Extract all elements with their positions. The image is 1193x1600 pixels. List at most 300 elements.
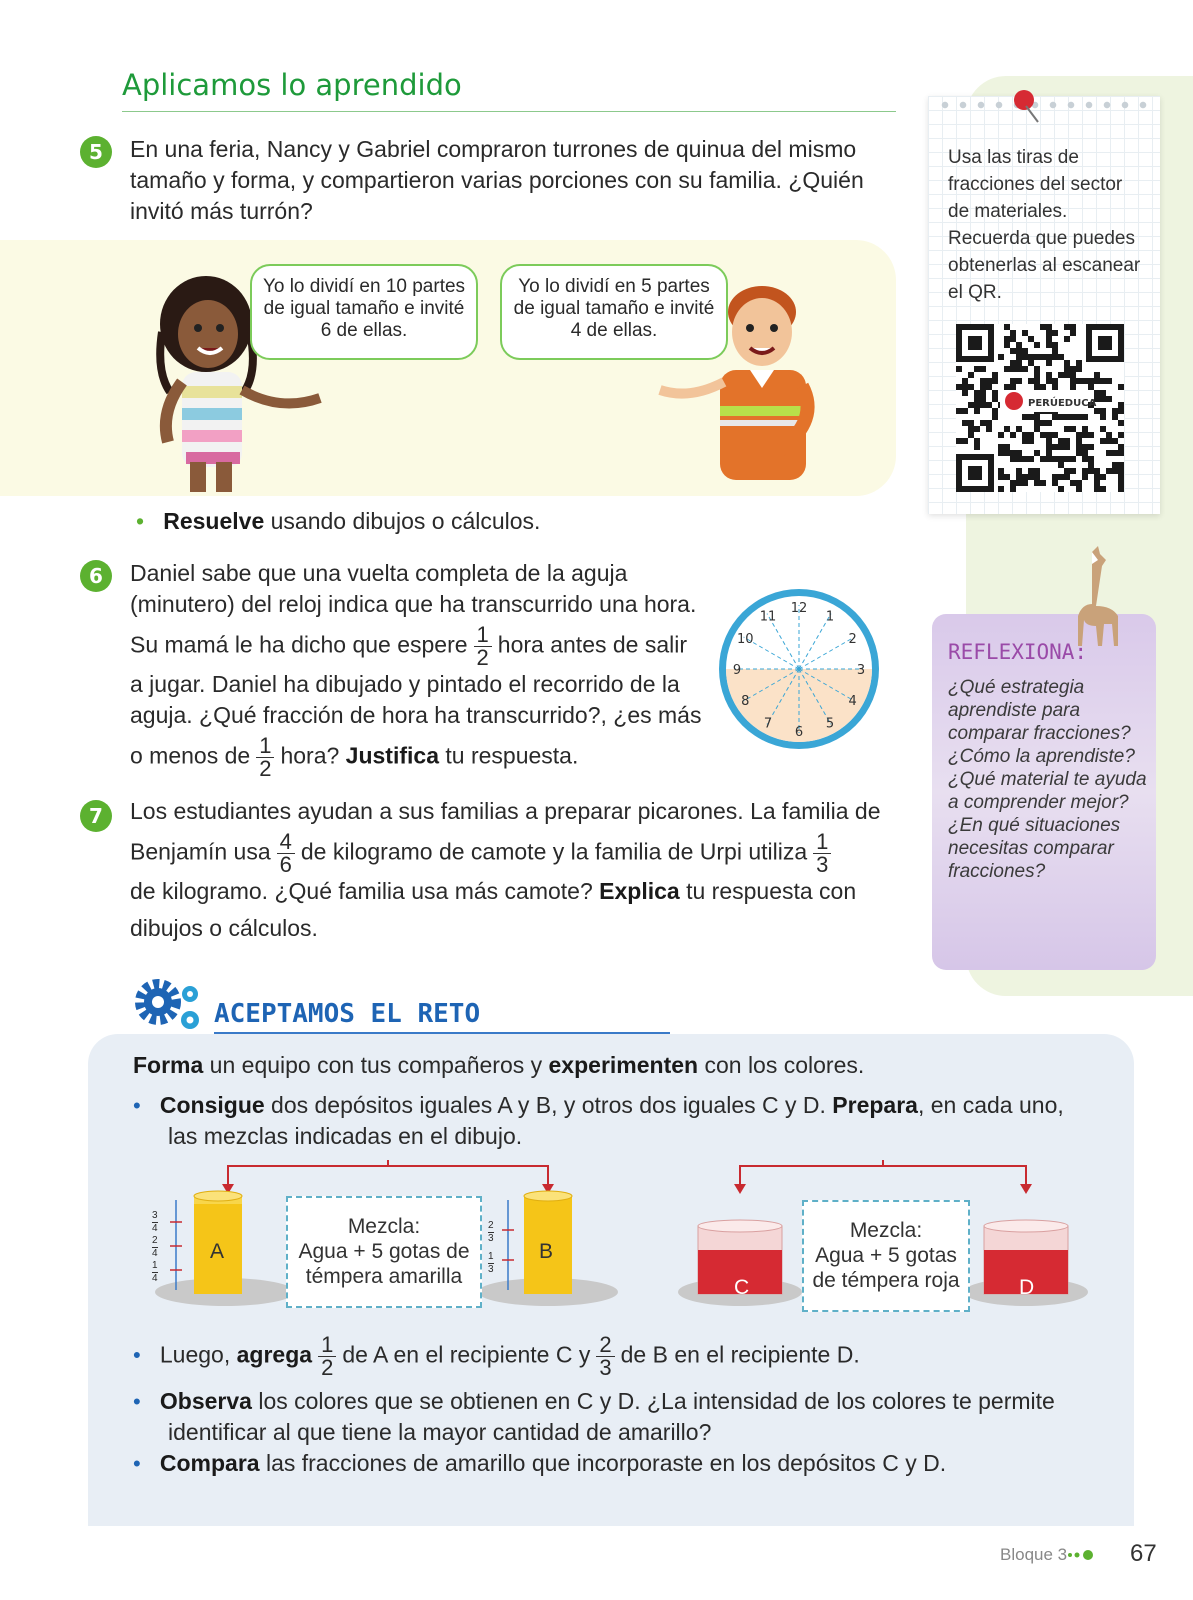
qr-module bbox=[986, 426, 992, 432]
qr-module bbox=[1076, 486, 1082, 492]
qr-module bbox=[1022, 366, 1028, 372]
fraction-numerator: 4 bbox=[277, 831, 295, 854]
qr-module bbox=[1076, 378, 1082, 384]
qr-module bbox=[992, 372, 998, 378]
scale-num: 1 bbox=[488, 1251, 494, 1262]
qr-module bbox=[998, 432, 1004, 438]
qr-module bbox=[1076, 480, 1082, 486]
qr-module bbox=[1040, 324, 1046, 330]
qr-module bbox=[1022, 354, 1028, 360]
fraction-denominator: 2 bbox=[476, 645, 489, 670]
reto-compara: Compara bbox=[159, 1450, 260, 1476]
qr-module bbox=[998, 474, 1004, 480]
p6-line-3 bbox=[130, 624, 720, 669]
qr-module bbox=[1052, 348, 1058, 354]
reto-forma: Forma bbox=[133, 1052, 204, 1078]
qr-module bbox=[1058, 456, 1064, 462]
qr-module bbox=[1028, 474, 1034, 480]
qr-module bbox=[1064, 468, 1070, 474]
fraction-denominator: 3 bbox=[816, 852, 829, 877]
qr-module bbox=[956, 366, 962, 372]
scale-den: 4 bbox=[152, 1273, 158, 1284]
scale-a-labels bbox=[152, 1210, 158, 1285]
reflexiona-questions bbox=[948, 676, 1148, 883]
problem-7-text bbox=[130, 796, 890, 944]
qr-module bbox=[1028, 438, 1034, 444]
qr-module bbox=[1010, 384, 1016, 390]
scale-den: 4 bbox=[152, 1248, 158, 1259]
qr-module bbox=[1070, 366, 1076, 372]
reto-bullet-2 bbox=[133, 1334, 1113, 1379]
qr-module bbox=[1094, 480, 1100, 486]
qr-module bbox=[980, 366, 986, 372]
reto-b4-text: las fracciones de amarillo que incorporaste en los depósitos C y D. bbox=[259, 1450, 947, 1476]
p6-line-6 bbox=[130, 735, 720, 780]
qr-module bbox=[1082, 378, 1088, 384]
page-number: 67 bbox=[1130, 1540, 1157, 1567]
fraction-numerator: 1 bbox=[256, 735, 274, 758]
qr-module bbox=[956, 384, 962, 390]
qr-module bbox=[1082, 456, 1088, 462]
reto-title: ACEPTAMOS EL RETO bbox=[214, 999, 481, 1029]
qr-module bbox=[1088, 462, 1094, 468]
qr-module bbox=[962, 408, 968, 414]
qr-code[interactable] bbox=[956, 324, 1124, 492]
qr-module bbox=[1046, 324, 1052, 330]
qr-module bbox=[992, 378, 998, 384]
qr-module bbox=[1064, 366, 1070, 372]
reto-intro-2: con los colores. bbox=[698, 1052, 865, 1078]
qr-module bbox=[1094, 372, 1100, 378]
qr-module bbox=[992, 414, 998, 420]
qr-module bbox=[992, 390, 998, 396]
qr-module bbox=[1088, 456, 1094, 462]
clock-number: 8 bbox=[741, 694, 750, 709]
qr-module bbox=[1004, 474, 1010, 480]
qr-module bbox=[1046, 330, 1052, 336]
qr-module bbox=[980, 396, 986, 402]
qr-module bbox=[1016, 468, 1022, 474]
qr-module bbox=[980, 378, 986, 384]
qr-module bbox=[962, 384, 968, 390]
qr-module bbox=[1076, 450, 1082, 456]
clock-number: 5 bbox=[825, 716, 835, 732]
qr-module bbox=[986, 384, 992, 390]
mix-line: de témpera roja bbox=[812, 1269, 960, 1292]
qr-module bbox=[1046, 354, 1052, 360]
qr-module bbox=[1052, 384, 1058, 390]
mix-line: témpera amarilla bbox=[305, 1265, 463, 1288]
reto-b2-text-3: de B en el recipiente D. bbox=[620, 1341, 860, 1368]
qr-module bbox=[968, 420, 974, 426]
fraction-denominator: 2 bbox=[259, 756, 272, 781]
speech-bubble-girl: Yo lo dividí en 10 partes de igual tamaño e invité 6 de ellas. bbox=[250, 264, 478, 360]
qr-module bbox=[1016, 426, 1022, 432]
qr-module bbox=[1040, 456, 1046, 462]
qr-module bbox=[1040, 420, 1046, 426]
qr-module bbox=[998, 486, 1004, 492]
qr-module bbox=[1010, 348, 1016, 354]
fraction-one-third bbox=[813, 831, 831, 876]
llama-illustration bbox=[1062, 546, 1126, 650]
qr-module bbox=[974, 444, 980, 450]
reto-b1-line-2: las mezclas indicadas en el dibujo. bbox=[168, 1123, 523, 1149]
qr-module bbox=[1022, 414, 1028, 420]
qr-module bbox=[1022, 432, 1028, 438]
bullet-dot: • bbox=[133, 1093, 141, 1118]
fraction-denominator: 2 bbox=[321, 1355, 334, 1380]
qr-module bbox=[1010, 360, 1016, 366]
qr-module bbox=[1034, 474, 1040, 480]
p7-line-1: Los estudiantes ayudan a sus familias a preparar picarones. La familia de bbox=[130, 798, 881, 824]
qr-module bbox=[992, 408, 998, 414]
reto-agrega: agrega bbox=[236, 1341, 313, 1368]
qr-module bbox=[1094, 468, 1100, 474]
qr-module bbox=[1094, 486, 1100, 492]
p7-line-3b: tu respuesta con bbox=[679, 878, 857, 904]
qr-module bbox=[1028, 336, 1034, 342]
bullet-dot: • bbox=[136, 508, 145, 534]
qr-module bbox=[1046, 444, 1052, 450]
scale-num: 3 bbox=[152, 1210, 158, 1221]
fraction-numerator: 1 bbox=[318, 1334, 336, 1357]
qr-module bbox=[1052, 378, 1058, 384]
qr-module bbox=[1028, 414, 1034, 420]
bullet-dot: • bbox=[133, 1451, 141, 1476]
qr-module bbox=[1064, 414, 1070, 420]
qr-module bbox=[1106, 378, 1112, 384]
reto-b1-text-1: dos depósitos iguales A y B, y otros dos iguales C y D. bbox=[264, 1092, 833, 1118]
clock-number: 9 bbox=[732, 663, 742, 678]
section-title: Aplicamos lo aprendido bbox=[122, 68, 462, 102]
qr-module bbox=[1034, 372, 1040, 378]
qr-module bbox=[1016, 378, 1022, 384]
fraction-numerator: 2 bbox=[596, 1334, 614, 1357]
qr-module bbox=[1070, 456, 1076, 462]
scale-a-frac bbox=[152, 1260, 158, 1285]
red-mixture-box bbox=[802, 1200, 970, 1312]
p6-line-6b: hora? bbox=[280, 742, 340, 769]
qr-module bbox=[962, 390, 968, 396]
qr-module bbox=[1028, 456, 1034, 462]
qr-module bbox=[1010, 378, 1016, 384]
qr-module bbox=[1100, 378, 1106, 384]
p6-line-6c: tu respuesta. bbox=[439, 742, 579, 769]
qr-module bbox=[1004, 342, 1010, 348]
resolve-text: usando dibujos o cálculos. bbox=[264, 508, 541, 534]
qr-module bbox=[1088, 444, 1094, 450]
qr-module bbox=[1076, 360, 1082, 366]
qr-module bbox=[1004, 450, 1010, 456]
qr-module bbox=[974, 390, 980, 396]
qr-module bbox=[1058, 372, 1064, 378]
scale-den: 3 bbox=[488, 1264, 494, 1275]
qr-module bbox=[1088, 468, 1094, 474]
qr-module bbox=[1058, 414, 1064, 420]
p7-line-3a: de kilogramo. ¿Qué familia usa más camote? bbox=[130, 878, 593, 904]
qr-module bbox=[1028, 360, 1034, 366]
qr-module bbox=[1106, 396, 1112, 402]
p6-line-6a: o menos de bbox=[130, 742, 251, 769]
qr-module bbox=[1112, 438, 1118, 444]
reflexiona-question-1: ¿Qué estrategia aprendiste para comparar fracciones? bbox=[948, 677, 1131, 744]
title-divider bbox=[122, 111, 896, 112]
reto-bullet-3 bbox=[133, 1386, 1113, 1448]
reflexiona-title: REFLEXIONA: bbox=[948, 640, 1088, 664]
qr-module bbox=[1118, 486, 1124, 492]
reflexiona-question-4: ¿En qué situaciones necesitas comparar fracciones? bbox=[948, 815, 1121, 882]
fraction-denominator: 6 bbox=[279, 852, 292, 877]
reto-b2-text-2: de A en el recipiente C y bbox=[342, 1341, 591, 1368]
qr-module bbox=[1016, 474, 1022, 480]
footer-dots-icon bbox=[1066, 1549, 1098, 1561]
qr-module bbox=[1070, 330, 1076, 336]
qr-module bbox=[1112, 468, 1118, 474]
clock-number: 1 bbox=[825, 609, 835, 625]
scale-a-frac bbox=[152, 1210, 158, 1235]
problem-6-number: 6 bbox=[80, 560, 112, 592]
reto-prepara: Prepara bbox=[832, 1092, 918, 1118]
qr-module bbox=[1010, 456, 1016, 462]
p7-line-2a: Benjamín usa bbox=[130, 838, 271, 865]
qr-module bbox=[1082, 474, 1088, 480]
reto-b3-text: los colores que se obtienen en C y D. ¿La intensidad de los colores te permite bbox=[251, 1388, 1055, 1414]
fraction-denominator: 3 bbox=[599, 1355, 612, 1380]
qr-module bbox=[1106, 468, 1112, 474]
qr-module bbox=[998, 450, 1004, 456]
qr-module bbox=[1004, 324, 1010, 330]
spiral-holes bbox=[936, 100, 1152, 110]
qr-module bbox=[1016, 456, 1022, 462]
qr-module bbox=[1070, 414, 1076, 420]
qr-module bbox=[1040, 432, 1046, 438]
qr-module bbox=[1010, 480, 1016, 486]
qr-module bbox=[974, 438, 980, 444]
qr-module bbox=[1028, 468, 1034, 474]
qr-module bbox=[998, 354, 1004, 360]
scale-den: 4 bbox=[152, 1223, 158, 1234]
qr-module bbox=[962, 438, 968, 444]
qr-module bbox=[1046, 378, 1052, 384]
qr-module bbox=[1070, 480, 1076, 486]
qr-module bbox=[1034, 384, 1040, 390]
qr-module bbox=[1046, 432, 1052, 438]
qr-module bbox=[1088, 432, 1094, 438]
mix-line: Mezcla: bbox=[849, 1219, 923, 1242]
qr-module bbox=[1058, 438, 1064, 444]
clock-number: 11 bbox=[759, 609, 777, 625]
qr-module bbox=[1028, 432, 1034, 438]
qr-module bbox=[1070, 372, 1076, 378]
qr-module bbox=[1040, 384, 1046, 390]
qr-module bbox=[1100, 414, 1106, 420]
qr-module bbox=[980, 390, 986, 396]
qr-module bbox=[1064, 372, 1070, 378]
qr-module bbox=[980, 402, 986, 408]
qr-module bbox=[968, 432, 974, 438]
qr-module bbox=[1118, 474, 1124, 480]
clock-diagram bbox=[716, 586, 882, 752]
qr-module bbox=[1034, 426, 1040, 432]
qr-module bbox=[1118, 420, 1124, 426]
scale-b-labels bbox=[488, 1220, 494, 1276]
qr-module bbox=[1046, 342, 1052, 348]
qr-module bbox=[1088, 384, 1094, 390]
qr-module bbox=[1034, 450, 1040, 456]
qr-module bbox=[1028, 354, 1034, 360]
qr-module bbox=[1016, 450, 1022, 456]
resolve-bullet bbox=[136, 506, 540, 537]
qr-module bbox=[1022, 330, 1028, 336]
qr-module bbox=[1052, 432, 1058, 438]
qr-module bbox=[986, 378, 992, 384]
qr-module bbox=[1112, 450, 1118, 456]
qr-module bbox=[1076, 444, 1082, 450]
fraction-two-thirds-reto bbox=[596, 1334, 614, 1379]
problem-6-text bbox=[130, 558, 720, 780]
reflexiona-question-3: ¿Qué material te ayuda a comprender mejor? bbox=[948, 769, 1147, 813]
p6-line-3b: hora antes de salir bbox=[497, 631, 688, 658]
qr-module bbox=[1118, 444, 1124, 450]
qr-module bbox=[1004, 366, 1010, 372]
mix-line: Agua + 5 gotas de bbox=[298, 1240, 470, 1263]
p6-line-5: aguja. ¿Qué fracción de hora ha transcurrido?, ¿es más bbox=[130, 702, 702, 728]
qr-module bbox=[1076, 432, 1082, 438]
qr-module bbox=[1010, 336, 1016, 342]
bullet-dot: • bbox=[133, 1389, 141, 1414]
reto-b1-text-2: , en cada uno, bbox=[917, 1092, 1064, 1118]
qr-module bbox=[1070, 324, 1076, 330]
qr-module bbox=[1004, 426, 1010, 432]
qr-module bbox=[1118, 450, 1124, 456]
qr-module bbox=[1010, 432, 1016, 438]
pushpin-icon bbox=[1008, 86, 1044, 126]
container-d-label: D bbox=[1019, 1276, 1035, 1299]
reto-divider bbox=[214, 1032, 670, 1034]
yellow-mixture-box bbox=[286, 1196, 482, 1308]
qr-module bbox=[1070, 468, 1076, 474]
qr-module bbox=[1100, 426, 1106, 432]
clock-number: 3 bbox=[856, 663, 866, 678]
qr-module bbox=[998, 468, 1004, 474]
scale-num: 2 bbox=[152, 1235, 158, 1246]
qr-module bbox=[968, 384, 974, 390]
qr-module bbox=[1028, 378, 1034, 384]
qr-module bbox=[1064, 360, 1070, 366]
qr-module bbox=[1082, 450, 1088, 456]
fraction-half-reto bbox=[318, 1334, 336, 1379]
qr-module bbox=[1052, 456, 1058, 462]
qr-module bbox=[1106, 438, 1112, 444]
problem-5-text: En una feria, Nancy y Gabriel compraron turrones de quinua del mismo tamaño y forma, y compartieron varias porciones con su familia. ¿Quién invitó más turrón? bbox=[130, 136, 864, 224]
scale-den: 3 bbox=[488, 1233, 494, 1244]
qr-module bbox=[998, 444, 1004, 450]
qr-module bbox=[1076, 414, 1082, 420]
fraction-four-sixths bbox=[277, 831, 295, 876]
scale-a-frac bbox=[152, 1235, 158, 1260]
qr-module bbox=[1016, 366, 1022, 372]
qr-module bbox=[1040, 480, 1046, 486]
qr-module bbox=[1046, 420, 1052, 426]
reto-bullet-1 bbox=[133, 1090, 1113, 1152]
qr-module bbox=[968, 372, 974, 378]
scale-b-frac bbox=[488, 1220, 494, 1245]
p7-line-3 bbox=[130, 876, 890, 907]
qr-module bbox=[1100, 438, 1106, 444]
fraction-half-2 bbox=[256, 735, 274, 780]
qr-module bbox=[1010, 486, 1016, 492]
qr-module bbox=[1064, 444, 1070, 450]
qr-module bbox=[1094, 390, 1100, 396]
resolve-bold: Resuelve bbox=[163, 508, 265, 534]
qr-module bbox=[1082, 468, 1088, 474]
qr-module bbox=[1016, 354, 1022, 360]
qr-module bbox=[1076, 438, 1082, 444]
qr-module bbox=[1112, 408, 1118, 414]
qr-module bbox=[1064, 336, 1070, 342]
qr-module bbox=[1034, 420, 1040, 426]
qr-module bbox=[1064, 426, 1070, 432]
fraction-half bbox=[474, 624, 492, 669]
qr-module bbox=[1022, 348, 1028, 354]
problem-5-number: 5 bbox=[80, 136, 112, 168]
qr-module bbox=[1010, 330, 1016, 336]
clock-number: 2 bbox=[848, 632, 857, 647]
fraction-numerator: 1 bbox=[813, 831, 831, 854]
qr-module bbox=[1016, 342, 1022, 348]
scale-num: 1 bbox=[152, 1260, 158, 1271]
qr-module bbox=[1016, 348, 1022, 354]
p6-line-2: (minutero) del reloj indica que ha transcurrido una hora. bbox=[130, 591, 697, 617]
qr-module bbox=[974, 408, 980, 414]
qr-module bbox=[1052, 444, 1058, 450]
p6-line-3a: Su mamá le ha dicho que espere bbox=[130, 631, 468, 658]
gears-icon bbox=[132, 976, 212, 1036]
qr-module bbox=[1034, 354, 1040, 360]
qr-module bbox=[1034, 366, 1040, 372]
qr-module bbox=[1082, 444, 1088, 450]
reflexiona-question-2: ¿Cómo la aprendiste? bbox=[948, 746, 1135, 767]
scale-num: 2 bbox=[488, 1220, 494, 1231]
qr-module bbox=[1082, 432, 1088, 438]
qr-module bbox=[1034, 468, 1040, 474]
qr-module bbox=[1052, 342, 1058, 348]
reto-b2-text-1: Luego, bbox=[159, 1341, 237, 1368]
qr-module bbox=[1070, 426, 1076, 432]
p7-explica: Explica bbox=[599, 878, 680, 904]
qr-module bbox=[956, 438, 962, 444]
qr-module bbox=[1034, 378, 1040, 384]
qr-module bbox=[1088, 378, 1094, 384]
qr-module bbox=[1118, 432, 1124, 438]
reto-observa: Observa bbox=[159, 1388, 252, 1414]
qr-module bbox=[1100, 390, 1106, 396]
qr-module bbox=[986, 402, 992, 408]
p7-line-2 bbox=[130, 831, 890, 876]
qr-module bbox=[1022, 438, 1028, 444]
clock-number: 12 bbox=[790, 601, 808, 616]
qr-module bbox=[974, 402, 980, 408]
qr-module bbox=[1094, 474, 1100, 480]
qr-module bbox=[1076, 366, 1082, 372]
qr-module bbox=[1064, 456, 1070, 462]
bullet-dot: • bbox=[133, 1342, 141, 1368]
reto-bullet-4 bbox=[133, 1448, 1113, 1479]
qr-module bbox=[1070, 384, 1076, 390]
clock-number: 6 bbox=[794, 725, 804, 740]
mix-line: Mezcla: bbox=[347, 1215, 421, 1238]
qr-module bbox=[1118, 408, 1124, 414]
